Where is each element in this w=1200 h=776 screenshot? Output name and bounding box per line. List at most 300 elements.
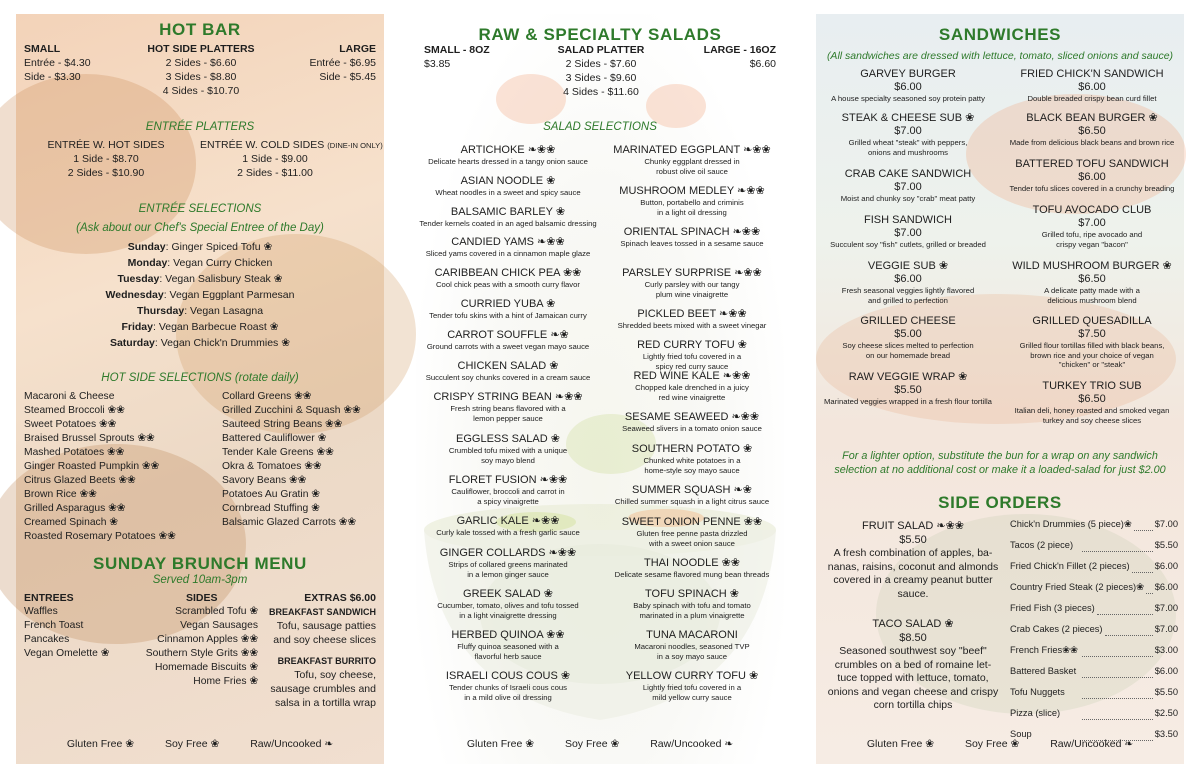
soy-free-key: Soy Free ❀ [164, 738, 220, 750]
side-order-row [1010, 519, 1178, 535]
list-item: Battered Cauliflower ❀ [222, 433, 327, 444]
sandwich-desc: Grilled wheat "steak" with peppers, [848, 138, 968, 147]
leader-dots [1082, 708, 1152, 720]
sandwich-item [816, 315, 1000, 360]
breakfast-burrito-desc: Tofu, soy cheese, [294, 669, 376, 681]
list-item: Roasted Rosemary Potatoes ❀❀ [24, 531, 176, 542]
side-order-price: $6.00 [1154, 561, 1178, 571]
sandwich-item [1000, 204, 1184, 249]
salad-item [416, 588, 600, 620]
side-order-name: Fried Fish (3 pieces) [1010, 603, 1095, 613]
side-order-name: Tacos (2 piece) [1010, 540, 1074, 550]
salad-desc: Lightly fried tofu covered in a [642, 352, 742, 361]
gluten-free-key: Gluten Free ❀ [66, 738, 135, 750]
sandwich-item [816, 214, 1000, 250]
sandwich-price: $5.50 [894, 384, 922, 396]
salad-name: ARTICHOKE ❧❀❀ [460, 144, 556, 156]
sandwich-price: $7.00 [894, 181, 922, 193]
brunch-hours: Served 10am-3pm [152, 574, 248, 586]
salad-name: GARLIC KALE ❧❀❀ [456, 515, 560, 527]
brunch-sides-list [128, 605, 258, 689]
breakfast-burrito-desc: salsa in a tortilla wrap [275, 697, 376, 709]
fruit-salad-desc: covered in a creamy peanut butter [833, 574, 993, 586]
taco-salad-desc: corn tortilla chips [873, 699, 953, 711]
side-order-price: $7.00 [1154, 519, 1178, 529]
gluten-free-key: Gluten Free ❀ [466, 738, 535, 750]
list-item: Cornbread Stuffing ❀ [222, 503, 320, 514]
day-item: Tuesday: Vegan Salisbury Steak ❀ [117, 273, 283, 285]
sandwich-desc: Succulent soy "fish" cutlets, grilled or breaded [830, 240, 986, 249]
taco-salad-name: TACO SALAD ❀ [872, 618, 954, 630]
salad-name: HERBED QUINOA ❀❀ [451, 629, 565, 641]
sandwich-name: STEAK & CHEESE SUB ❀ [841, 112, 975, 124]
list-item: Waffles [24, 606, 58, 617]
sandwich-desc: Grilled tofu, ripe avocado and [1041, 230, 1143, 239]
salad-name: BALSAMIC BARLEY ❀ [450, 206, 566, 218]
sandwich-item [1000, 112, 1184, 148]
salad-desc: soy mayo blend [481, 455, 535, 465]
hot-sides-right-list [222, 390, 361, 530]
platter-price: 3 Sides - $8.80 [165, 71, 237, 83]
salads-title: RAW & SPECIALTY SALADS [478, 25, 722, 44]
list-item: Mashed Potatoes ❀❀ [24, 447, 125, 458]
side-order-row [1010, 540, 1178, 556]
salad-item [600, 443, 784, 475]
side-order-price: $6.00 [1154, 582, 1178, 592]
breakfast-sandwich-desc: and soy cheese slices [273, 634, 376, 646]
salad-name: CHICKEN SALAD ❀ [457, 360, 559, 372]
brunch-extras-label: EXTRAS $6.00 [304, 592, 376, 604]
sandwich-desc: onions and mushrooms [868, 147, 948, 157]
taco-salad-desc: onions and vegan cheese and crispy [827, 685, 999, 698]
salad-desc: plum wine vinaigrette [655, 289, 729, 299]
salad-desc: in a light vinaigrette dressing [459, 610, 557, 620]
salad-desc: robust olive oil sauce [656, 166, 728, 176]
salad-name: FLORET FUSION ❧❀❀ [448, 474, 568, 486]
side-order-name: Chick'n Drummies (5 piece)❀ [1010, 519, 1132, 529]
salad-item [416, 267, 600, 290]
list-item: Scrambled Tofu ❀ [175, 606, 258, 617]
leader-dots [1105, 624, 1153, 636]
salad-desc: Succulent soy chunks covered in a cream sauce [425, 373, 591, 382]
sandwich-item [816, 68, 1000, 104]
raw-key: Raw/Uncooked ❧ [650, 738, 734, 750]
salad-name: CANDIED YAMS ❧❀❀ [451, 236, 565, 248]
fruit-salad-price: $5.50 [899, 534, 927, 546]
salad-desc: Curly kale tossed with a fresh garlic sauce [436, 528, 580, 537]
sandwich-desc: Double breaded crispy bean curd fillet [1027, 94, 1157, 103]
large-side-price: Side - $5.45 [319, 71, 376, 83]
salad-name: ORIENTAL SPINACH ❧❀❀ [623, 226, 761, 238]
side-order-name: Pizza (slice) [1010, 708, 1061, 718]
sandwich-item [816, 260, 1000, 305]
sandwich-name: TURKEY TRIO SUB [1042, 380, 1142, 392]
salad-selections-title: SALAD SELECTIONS [543, 121, 657, 133]
salad-name: EGGLESS SALAD ❀ [456, 433, 560, 445]
leader-dots [1082, 645, 1152, 657]
salad-desc: Cool chick peas with a smooth curry flavor [436, 280, 580, 289]
sandwich-desc: turkey and soy cheese slices [1042, 415, 1142, 425]
salad-desc: a spicy vinaigrette [477, 496, 539, 506]
leader-dots [1134, 519, 1153, 531]
salad-name: TOFU SPINACH ❀ [645, 588, 739, 600]
list-item: Home Fries ❀ [193, 676, 258, 687]
hot-sides-left-list [24, 390, 176, 544]
sandwich-desc: "chicken" or "steak" [1058, 360, 1126, 370]
sandwich-desc: delicious mushroom blend [1047, 295, 1137, 305]
sandwich-desc: Italian deli, honey roasted and smoked vegan [1014, 406, 1170, 415]
salad-desc: Chunky eggplant dressed in [644, 157, 740, 166]
soy-free-key: Soy Free ❀ [564, 738, 620, 750]
sandwich-price: $6.50 [1078, 393, 1106, 405]
list-item: Citrus Glazed Beets ❀❀ [24, 475, 136, 486]
hot-bar-panel [16, 14, 384, 764]
day-item: Sunday: Ginger Spiced Tofu ❀ [127, 241, 273, 253]
leader-dots [1082, 687, 1152, 699]
side-order-name: Tofu Nuggets [1010, 687, 1065, 697]
salad-desc: Sliced yams covered in a cinnamon maple glaze [425, 249, 591, 258]
salad-item [600, 588, 784, 620]
list-item: Okra & Tomatoes ❀❀ [222, 461, 322, 472]
breakfast-sandwich-label: BREAKFAST SANDWICH [269, 607, 376, 617]
cold-sides-label-text: ENTRÉE W. COLD SIDES [200, 139, 325, 151]
sandwich-item [816, 112, 1000, 157]
side-order-row [1010, 624, 1178, 640]
hot-sides-price: 1 Side - $8.70 [73, 153, 139, 165]
hot-bar-title: HOT BAR [159, 20, 241, 39]
hot-sides-price: 2 Sides - $10.90 [67, 167, 145, 179]
salad-desc: Wheat noodles in a sweet and spicy sauce [435, 188, 581, 197]
sandwich-name: BATTERED TOFU SANDWICH [1015, 158, 1169, 170]
leader-dots [1132, 561, 1153, 573]
cold-sides-price: 2 Sides - $11.00 [237, 167, 313, 179]
sandwich-price: $6.50 [1078, 125, 1106, 137]
list-item: Sauteed String Beans ❀❀ [222, 419, 343, 430]
sandwich-desc: Soy cheese slices melted to perfection [842, 341, 974, 350]
salad-item [416, 144, 600, 167]
salad-name: CURRIED YUBA ❀ [460, 298, 556, 310]
salad-desc: Chunked white potatoes in a [643, 456, 741, 465]
salad-name: CARIBBEAN CHICK PEA ❀❀ [434, 267, 582, 279]
salad-item [600, 557, 784, 580]
sandwich-desc: brown rice and your choice of vegan [1030, 350, 1154, 360]
salad-name: THAI NOODLE ❀❀ [643, 557, 741, 569]
sandwich-desc: crispy vegan "bacon" [1056, 239, 1128, 249]
salad-name: PARSLEY SURPRISE ❧❀❀ [622, 267, 762, 279]
salad-name: GINGER COLLARDS ❧❀❀ [439, 547, 577, 559]
salad-item [416, 547, 600, 579]
sandwich-name: CRAB CAKE SANDWICH [844, 168, 972, 180]
salad-desc: in a soy mayo sauce [656, 651, 728, 661]
sandwich-name: TOFU AVOCADO CLUB [1032, 204, 1152, 216]
sandwich-name: WILD MUSHROOM BURGER ❀ [1012, 260, 1172, 272]
salad-desc: in a lemon ginger sauce [467, 569, 549, 579]
cold-sides-label [200, 139, 383, 152]
salad-item [416, 670, 600, 702]
hot-side-selections-title: HOT SIDE SELECTIONS (rotate daily) [101, 372, 299, 384]
list-item: Pancakes [24, 634, 70, 645]
salad-desc: in a light oil dressing [657, 207, 727, 217]
sandwich-desc: and grilled to perfection [868, 295, 948, 305]
salad-platter-price: 3 Sides - $9.60 [565, 72, 637, 84]
salad-platter-price: 4 Sides - $11.60 [563, 86, 639, 98]
salad-item [416, 391, 600, 423]
sandwich-desc: A house specialty seasoned soy protein patty [831, 94, 985, 103]
sandwich-price: $6.00 [1078, 81, 1106, 93]
salad-desc: Ground carrots with a sweet vegan mayo sauce [426, 342, 590, 351]
salad-desc: Strips of collared greens marinated [448, 560, 568, 569]
sandwiches-panel [816, 14, 1184, 764]
list-item: French Toast [24, 620, 84, 631]
list-item: Southern Style Grits ❀❀ [145, 648, 258, 659]
side-order-row [1010, 645, 1178, 661]
salad-desc: mild yellow curry sauce [652, 692, 732, 702]
day-item: Monday: Vegan Curry Chicken [127, 257, 273, 269]
salad-desc: in a mild olive oil dressing [464, 692, 552, 702]
list-item: Balsamic Glazed Carrots ❀❀ [222, 517, 356, 528]
fruit-salad-desc: nanas, raisins, coconut and almonds [827, 560, 999, 573]
taco-salad-desc: tuce topped with lettuce, tomato, [837, 672, 989, 684]
salad-desc: Shredded beets mixed with a sweet vinegar [617, 321, 767, 330]
sandwich-name: RAW VEGGIE WRAP ❀ [848, 371, 968, 383]
salad-desc: Gluten free penne pasta drizzled [636, 529, 748, 538]
side-order-name: Crab Cakes (2 pieces) [1010, 624, 1103, 634]
list-item: Vegan Omelette ❀ [24, 648, 110, 659]
diet-legend [816, 738, 1184, 750]
sandwich-item [1000, 158, 1184, 194]
soy-free-key: Soy Free ❀ [964, 738, 1020, 750]
brunch-entrees-list [24, 605, 109, 661]
fruit-salad-desc: sauce. [897, 587, 929, 600]
salad-item [600, 516, 784, 548]
salad-desc: Macaroni noodles, seasoned TVP [634, 642, 750, 651]
small-salad-label: SMALL - 8OZ [424, 44, 490, 56]
sandwich-item [1000, 380, 1184, 425]
sandwich-name: VEGGIE SUB ❀ [867, 260, 949, 272]
salad-desc: Button, portabello and criminis [640, 198, 744, 207]
salad-item [600, 267, 784, 299]
salad-item [600, 484, 784, 507]
salad-desc: marinated in a plum vinaigrette [639, 610, 745, 620]
salad-name: RED WINE KALE ❧❀❀ [633, 370, 751, 382]
day-item: Thursday: Vegan Lasagna [136, 305, 264, 317]
salad-desc: Crumbled tofu mixed with a unique [448, 446, 568, 455]
side-order-row [1010, 687, 1178, 703]
list-item: Homemade Biscuits ❀ [154, 662, 258, 673]
sandwich-price: $7.50 [1078, 328, 1106, 340]
side-order-price: $3.00 [1154, 645, 1179, 655]
sandwich-name: BLACK BEAN BURGER ❀ [1026, 112, 1158, 124]
taco-salad-desc: Seasoned southwest soy "beef" [839, 645, 987, 657]
taco-salad-price: $8.50 [899, 632, 927, 644]
sandwich-desc: Marinated veggies wrapped in a fresh flour tortilla [824, 397, 992, 406]
list-item: Braised Brussel Sprouts ❀❀ [24, 433, 155, 444]
sandwich-desc: Moist and chunky soy "crab" meat patty [840, 194, 976, 203]
side-order-name: Fried Chick'n Fillet (2 pieces) [1010, 561, 1130, 571]
list-item: Grilled Zucchini & Squash ❀❀ [222, 405, 361, 416]
sandwich-price: $6.00 [1078, 171, 1106, 183]
salad-name: MARINATED EGGPLANT ❧❀❀ [613, 144, 771, 156]
sandwich-price: $5.00 [894, 328, 922, 340]
sandwiches-note: (All sandwiches are dressed with lettuce, tomato, sliced onions and sauce) [826, 50, 1174, 62]
salad-item [416, 236, 600, 259]
sandwich-item [1000, 68, 1184, 104]
platter-price: 2 Sides - $6.60 [165, 57, 237, 69]
sunday-brunch-title: SUNDAY BRUNCH MENU [93, 554, 307, 573]
diet-legend [16, 738, 384, 750]
side-orders-title: SIDE ORDERS [938, 493, 1062, 512]
day-item: Saturday: Vegan Chick'n Drummies ❀ [109, 337, 291, 349]
salad-item [600, 185, 784, 217]
salad-item [600, 411, 784, 434]
sandwich-name: GARVEY BURGER [860, 68, 956, 80]
sandwich-price: $6.00 [894, 273, 922, 285]
salad-item [600, 370, 784, 402]
salad-name: YELLOW CURRY TOFU ❀ [625, 670, 759, 682]
sandwich-item [816, 371, 1000, 407]
list-item: Macaroni & Cheese [24, 391, 115, 402]
breakfast-sandwich-desc: Tofu, sausage patties [276, 620, 376, 632]
sandwiches-title: SANDWICHES [938, 25, 1062, 44]
salad-desc: Cauliflower, broccoli and carrot in [451, 487, 565, 496]
list-item: Ginger Roasted Pumpkin ❀❀ [24, 461, 160, 472]
leader-dots [1146, 582, 1153, 594]
fruit-salad [820, 520, 1006, 601]
salad-item [416, 515, 600, 538]
salad-item [416, 474, 600, 506]
side-order-name: Country Fried Steak (2 pieces)❀ [1010, 582, 1144, 592]
raw-key: Raw/Uncooked ❧ [250, 738, 334, 750]
salads-panel [416, 14, 784, 764]
salad-item [600, 629, 784, 661]
side-order-price: $3.50 [1154, 729, 1179, 739]
salad-desc: Chopped kale drenched in a juicy [635, 383, 749, 392]
side-order-row [1010, 708, 1178, 724]
fruit-salad-name: FRUIT SALAD ❧❀❀ [861, 520, 965, 532]
salad-item [416, 329, 600, 352]
sandwich-item [1000, 315, 1184, 370]
sandwich-price: $7.00 [1078, 217, 1106, 229]
salad-item [416, 360, 600, 383]
salad-desc: Tender tofu skins with a hint of Jamaican curry [429, 311, 587, 320]
day-item: Friday: Vegan Barbecue Roast ❀ [121, 321, 279, 333]
salad-item [600, 308, 784, 331]
salad-name: GREEK SALAD ❀ [463, 588, 553, 600]
wrap-note: selection at no additional cost or make it a loaded-salad for just $2.00 [834, 464, 1166, 476]
list-item: Cinnamon Apples ❀❀ [157, 634, 258, 645]
salad-name: SUMMER SQUASH ❧❀ [632, 484, 752, 496]
chef-special-note: (Ask about our Chef's Special Entree of the Day) [76, 222, 324, 234]
salad-name: RED CURRY TOFU ❀ [637, 339, 747, 351]
side-order-price: $7.00 [1154, 603, 1178, 613]
list-item: Brown Rice ❀❀ [24, 489, 97, 500]
side-order-row [1010, 666, 1178, 682]
salad-name: SWEET ONION PENNE ❀❀ [621, 516, 763, 528]
side-order-row [1010, 561, 1178, 577]
salad-desc: spicy red curry sauce [655, 361, 729, 371]
leader-dots [1082, 666, 1152, 678]
large-salad-price: $6.60 [749, 58, 776, 70]
sandwich-price: $7.00 [894, 125, 922, 137]
day-item: Wednesday: Vegan Eggplant Parmesan [105, 289, 295, 301]
salad-item [416, 433, 600, 465]
list-item: Savory Beans ❀❀ [222, 475, 307, 486]
list-item: Sweet Potatoes ❀❀ [24, 419, 117, 430]
hot-side-platters-label: HOT SIDE PLATTERS [147, 43, 255, 55]
sandwich-item [1000, 260, 1184, 305]
sandwich-price: $7.00 [894, 227, 922, 239]
salad-platter-price: 2 Sides - $7.60 [565, 58, 637, 70]
small-side-price: Side - $3.30 [24, 71, 81, 83]
salad-desc: Lightly fried tofu covered in a [642, 683, 742, 692]
salad-name: SOUTHERN POTATO ❀ [631, 443, 753, 455]
salad-item [416, 298, 600, 321]
salad-desc: lemon pepper sauce [473, 413, 543, 423]
taco-salad-desc: crumbles on a bed of romaine let- [834, 658, 992, 671]
salad-desc: Cucumber, tomato, olives and tofu tossed [437, 601, 579, 610]
side-order-price: $7.00 [1154, 624, 1178, 634]
salad-name: CRISPY STRING BEAN ❧❀❀ [433, 391, 583, 403]
salad-desc: Curly parsley with our tangy [644, 280, 740, 289]
side-order-row [1010, 582, 1178, 598]
list-item: Collard Greens ❀❀ [222, 391, 312, 402]
salad-item [416, 206, 600, 229]
entree-selections-title: ENTRÉE SELECTIONS [138, 203, 262, 215]
salad-name: CARROT SOUFFLE ❧❀ [447, 329, 569, 341]
side-order-price: $5.50 [1154, 540, 1179, 550]
salad-desc: home-style soy mayo sauce [644, 465, 740, 475]
leader-dots [1097, 603, 1153, 615]
salad-name: ASIAN NOODLE ❀ [460, 175, 556, 187]
brunch-entrees-label: ENTREES [24, 592, 74, 604]
salad-item [600, 144, 784, 176]
salad-platter-label: SALAD PLATTER [557, 44, 645, 56]
salad-desc: Chilled summer squash in a light citrus sauce [614, 497, 770, 506]
side-order-price: $5.50 [1154, 687, 1179, 697]
sandwich-name: GRILLED CHEESE [860, 315, 956, 327]
list-item: Tender Kale Greens ❀❀ [222, 447, 334, 458]
salad-item [600, 226, 784, 249]
sandwich-name: FRIED CHICK'N SANDWICH [1020, 68, 1164, 80]
salad-name: TUNA MACARONI [646, 629, 738, 641]
salad-desc: Spinach leaves tossed in a sesame sauce [620, 239, 764, 248]
breakfast-burrito-label: BREAKFAST BURRITO [277, 656, 376, 666]
sandwich-desc: Made from delicious black beans and brown rice [1009, 138, 1175, 147]
platter-price: 4 Sides - $10.70 [162, 85, 240, 97]
salad-name: PICKLED BEET ❧❀❀ [637, 308, 747, 320]
list-item: Vegan Sausages [180, 620, 258, 631]
side-order-price: $2.50 [1154, 708, 1179, 718]
cold-sides-price: 1 Side - $9.00 [242, 153, 308, 165]
raw-key: Raw/Uncooked ❧ [1050, 738, 1134, 750]
salad-desc: Tender kernels coated in an aged balsamic dressing [419, 219, 597, 228]
sandwich-desc: Fresh seasonal veggies lightly flavored [841, 286, 975, 295]
list-item: Potatoes Au Gratin ❀ [222, 489, 320, 500]
wrap-note: For a lighter option, substitute the bun for a wrap on any sandwich [842, 450, 1158, 462]
entree-platters-title: ENTRÉE PLATTERS [145, 121, 255, 133]
breakfast-burrito-desc: sausage crumbles and [270, 683, 376, 695]
large-entree-price: Entrée - $6.95 [309, 57, 376, 69]
sandwich-name: FISH SANDWICH [864, 214, 952, 226]
salad-item [600, 339, 784, 371]
salad-desc: Fluffy quinoa seasoned with a [457, 642, 559, 651]
large-salad-label: LARGE - 16OZ [703, 44, 776, 56]
brunch-sides-label: SIDES [186, 592, 218, 604]
salad-item [600, 670, 784, 702]
sandwich-item [816, 168, 1000, 204]
salad-desc: Delicate hearts dressed in a tangy onion sauce [428, 157, 588, 166]
side-order-name: Soup [1010, 729, 1032, 739]
